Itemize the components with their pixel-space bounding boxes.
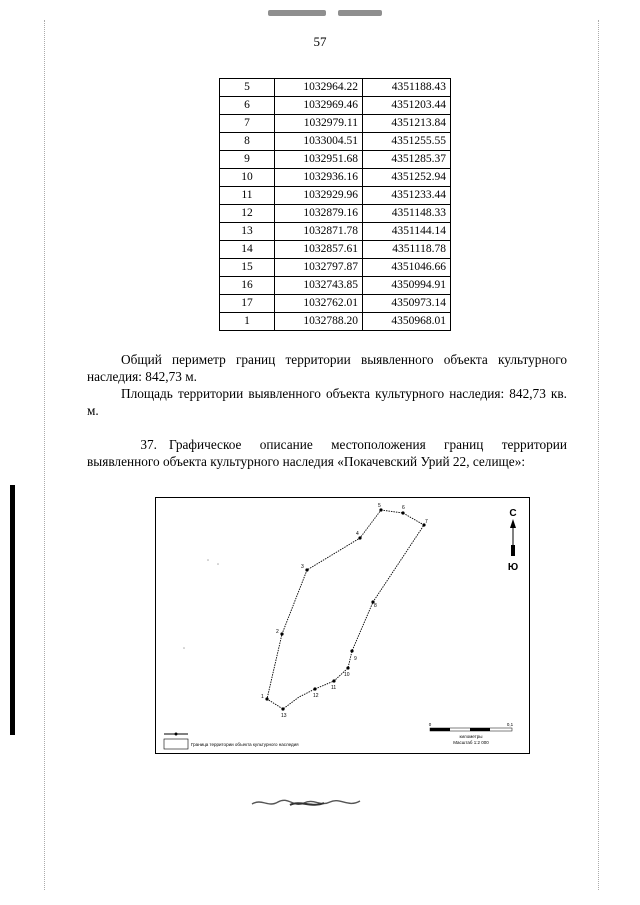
legend-label: Граница территории объекта культурного наследия — [191, 742, 299, 747]
point-number-cell: 9 — [220, 151, 275, 169]
perimeter-text: Общий периметр границ территории выявленного объекта культурного наследия: 842,73 м. — [87, 352, 567, 384]
table-row — [220, 259, 451, 277]
boundary-map — [155, 497, 530, 754]
y-coordinate-cell: 4351233.44 — [363, 187, 451, 205]
point-number-cell: 6 — [220, 97, 275, 115]
area-paragraph — [87, 385, 567, 419]
boundary-point — [350, 649, 353, 652]
y-coordinate-cell: 4351285.37 — [363, 151, 451, 169]
coordinates-table — [219, 78, 451, 331]
scale-ratio: Масштаб 1:2 000 — [453, 740, 489, 745]
y-coordinate-cell: 4351252.94 — [363, 169, 451, 187]
x-coordinate-cell: 1032879.16 — [275, 205, 363, 223]
table-row — [220, 151, 451, 169]
point-number-cell: 8 — [220, 133, 275, 151]
boundary-point-label: 2 — [276, 629, 279, 635]
section-number: 37. — [140, 437, 157, 452]
x-coordinate-cell: 1032857.61 — [275, 241, 363, 259]
table-row — [220, 133, 451, 151]
scale-unit: километры — [459, 734, 483, 739]
scale-bar — [429, 722, 514, 745]
point-number-cell: 13 — [220, 223, 275, 241]
x-coordinate-cell: 1032929.96 — [275, 187, 363, 205]
boundary-point-label: 3 — [301, 564, 304, 570]
table-row — [220, 295, 451, 313]
section-paragraph — [87, 436, 567, 470]
point-number-cell: 1 — [220, 313, 275, 331]
scan-smudge-right — [338, 10, 382, 16]
boundary-point — [332, 679, 335, 682]
y-coordinate-cell: 4351188.43 — [363, 79, 451, 97]
x-coordinate-cell: 1032936.16 — [275, 169, 363, 187]
point-number-cell: 11 — [220, 187, 275, 205]
x-coordinate-cell: 1032964.22 — [275, 79, 363, 97]
boundary-point — [281, 707, 284, 710]
signature-stamp — [250, 796, 370, 810]
boundary-point-label: 11 — [331, 685, 337, 691]
table-row — [220, 313, 451, 331]
boundary-point-label: 1 — [261, 694, 264, 700]
scan-smudge-left — [268, 10, 326, 16]
boundary-point-label: 10 — [344, 672, 350, 678]
section-text: Графическое описание местоположения границ территории выявленного объекта культурного наследия «Покачевский Урий 22, селище»: — [87, 437, 567, 469]
arrow-tail — [511, 545, 515, 556]
boundary-point — [280, 632, 283, 635]
boundary-point-labels — [261, 503, 428, 719]
scan-edge-bar — [10, 485, 15, 735]
boundary-points — [265, 508, 425, 710]
x-coordinate-cell: 1032743.85 — [275, 277, 363, 295]
map-legend — [164, 733, 299, 750]
boundary-point — [313, 687, 316, 690]
point-number-cell: 17 — [220, 295, 275, 313]
table-row — [220, 205, 451, 223]
x-coordinate-cell: 1032979.11 — [275, 115, 363, 133]
boundary-point-label: 5 — [378, 503, 381, 509]
y-coordinate-cell: 4351203.44 — [363, 97, 451, 115]
y-coordinate-cell: 4351144.14 — [363, 223, 451, 241]
x-coordinate-cell: 1032788.20 — [275, 313, 363, 331]
boundary-point — [265, 697, 268, 700]
table-row — [220, 223, 451, 241]
y-coordinate-cell: 4351148.33 — [363, 205, 451, 223]
boundary-point — [305, 568, 308, 571]
y-coordinate-cell: 4351213.84 — [363, 115, 451, 133]
perimeter-paragraph — [87, 351, 567, 385]
table-row — [220, 277, 451, 295]
y-coordinate-cell: 4350973.14 — [363, 295, 451, 313]
point-number-cell: 10 — [220, 169, 275, 187]
margin-line-left — [44, 20, 46, 890]
north-arrow-head — [510, 519, 516, 528]
table-row — [220, 169, 451, 187]
point-number-cell: 14 — [220, 241, 275, 259]
north-arrow — [508, 508, 518, 573]
y-coordinate-cell: 4351046.66 — [363, 259, 451, 277]
margin-line-right — [598, 20, 600, 890]
south-label: Ю — [507, 562, 519, 573]
boundary-point-label: 7 — [425, 519, 428, 525]
boundary-point — [358, 536, 361, 539]
boundary-point-label: 8 — [374, 603, 377, 609]
boundary-point-label: 4 — [356, 531, 359, 537]
y-coordinate-cell: 4351255.55 — [363, 133, 451, 151]
x-coordinate-cell: 1032762.01 — [275, 295, 363, 313]
scale-end: 0,1 — [506, 722, 514, 727]
map-canvas — [156, 498, 529, 753]
x-coordinate-cell: 1032871.78 — [275, 223, 363, 241]
point-number-cell: 5 — [220, 79, 275, 97]
boundary-point-label: 9 — [354, 656, 357, 662]
boundary-point-label: 12 — [313, 693, 319, 699]
page-number: 57 — [313, 34, 327, 49]
x-coordinate-cell: 1032951.68 — [275, 151, 363, 169]
boundary-polygon — [267, 510, 424, 709]
point-number-cell: 7 — [220, 115, 275, 133]
area-text: Площадь территории выявленного объекта культурного наследия: 842,73 кв. м. — [87, 386, 567, 418]
boundary-point-label: 6 — [402, 505, 405, 511]
table-row — [220, 187, 451, 205]
map-dust — [183, 559, 219, 649]
x-coordinate-cell: 1032969.46 — [275, 97, 363, 115]
x-coordinate-cell: 1033004.51 — [275, 133, 363, 151]
table-row — [220, 115, 451, 133]
legend-box — [164, 739, 188, 749]
north-label: С — [509, 508, 517, 519]
point-number-cell: 15 — [220, 259, 275, 277]
y-coordinate-cell: 4350994.91 — [363, 277, 451, 295]
table-row — [220, 79, 451, 97]
point-number-cell: 16 — [220, 277, 275, 295]
table-row — [220, 241, 451, 259]
legend-point — [175, 733, 178, 736]
scale-start: 0 — [428, 722, 432, 727]
boundary-point-label: 13 — [281, 713, 287, 719]
point-number-cell: 12 — [220, 205, 275, 223]
x-coordinate-cell: 1032797.87 — [275, 259, 363, 277]
y-coordinate-cell: 4351118.78 — [363, 241, 451, 259]
y-coordinate-cell: 4350968.01 — [363, 313, 451, 331]
boundary-point — [346, 666, 349, 669]
boundary-point — [401, 511, 404, 514]
table-row — [220, 97, 451, 115]
